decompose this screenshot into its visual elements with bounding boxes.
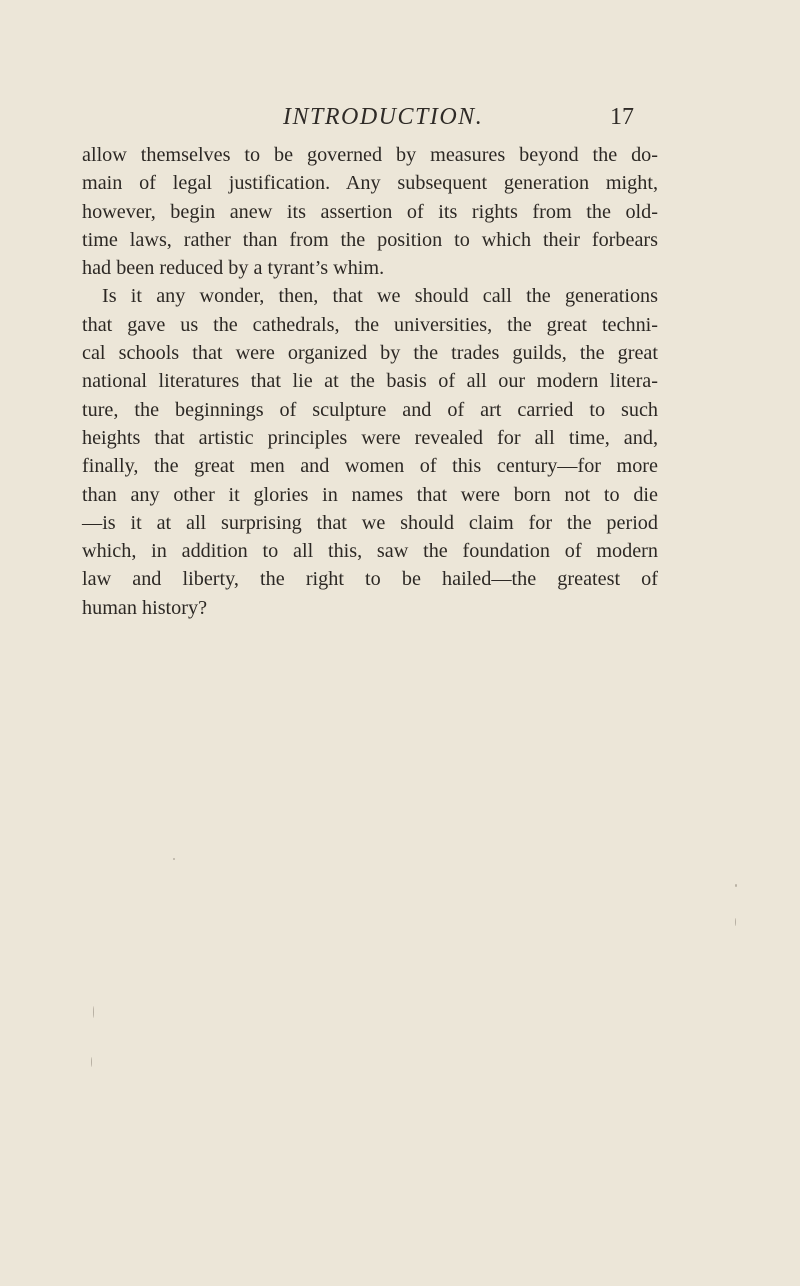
text-line: Is it any wonder, then, that we should call the generations — [102, 285, 658, 308]
body-text — [82, 141, 658, 622]
text-line: law and liberty, the right to be hailed—the greatest of — [82, 568, 658, 591]
text-line: than any other it glories in names that were born not to die — [82, 483, 658, 506]
text-line: which, in addition to all this, saw the foundation of modern — [82, 540, 658, 563]
paper-speck — [91, 1057, 92, 1067]
text-line: national literatures that lie at the basis of all our modern litera- — [82, 370, 658, 393]
text-line: time laws, rather than from the position to which their forbears — [82, 228, 658, 251]
paper-speck — [735, 884, 737, 887]
paragraph-1 — [82, 141, 658, 282]
text-line: finally, the great men and women of this century—for more — [82, 455, 658, 478]
text-line: —is it at all surprising that we should claim for the period — [82, 511, 658, 534]
paper-speck — [173, 858, 175, 860]
paper-speck — [93, 1006, 94, 1018]
paragraph-2 — [82, 282, 658, 622]
running-header — [0, 104, 800, 134]
text-line: however, begin anew its assertion of its rights from the old- — [82, 200, 658, 223]
text-line: that gave us the cathedrals, the universities, the great techni- — [82, 313, 658, 336]
text-line: heights that artistic principles were revealed for all time, and, — [82, 426, 658, 449]
text-line: main of legal justification. Any subsequent generation might, — [82, 172, 658, 195]
text-line: cal schools that were organized by the trades guilds, the great — [82, 342, 658, 365]
text-line: human history? — [82, 596, 208, 619]
text-line: allow themselves to be governed by measures beyond the do- — [82, 144, 658, 166]
running-title: INTRODUCTION. — [283, 104, 484, 130]
page-number: 17 — [610, 104, 634, 130]
text-line: ture, the beginnings of sculpture and of art carried to such — [82, 398, 658, 421]
paper-speck — [735, 918, 736, 926]
text-line: had been reduced by a tyrant’s whim. — [82, 257, 385, 280]
